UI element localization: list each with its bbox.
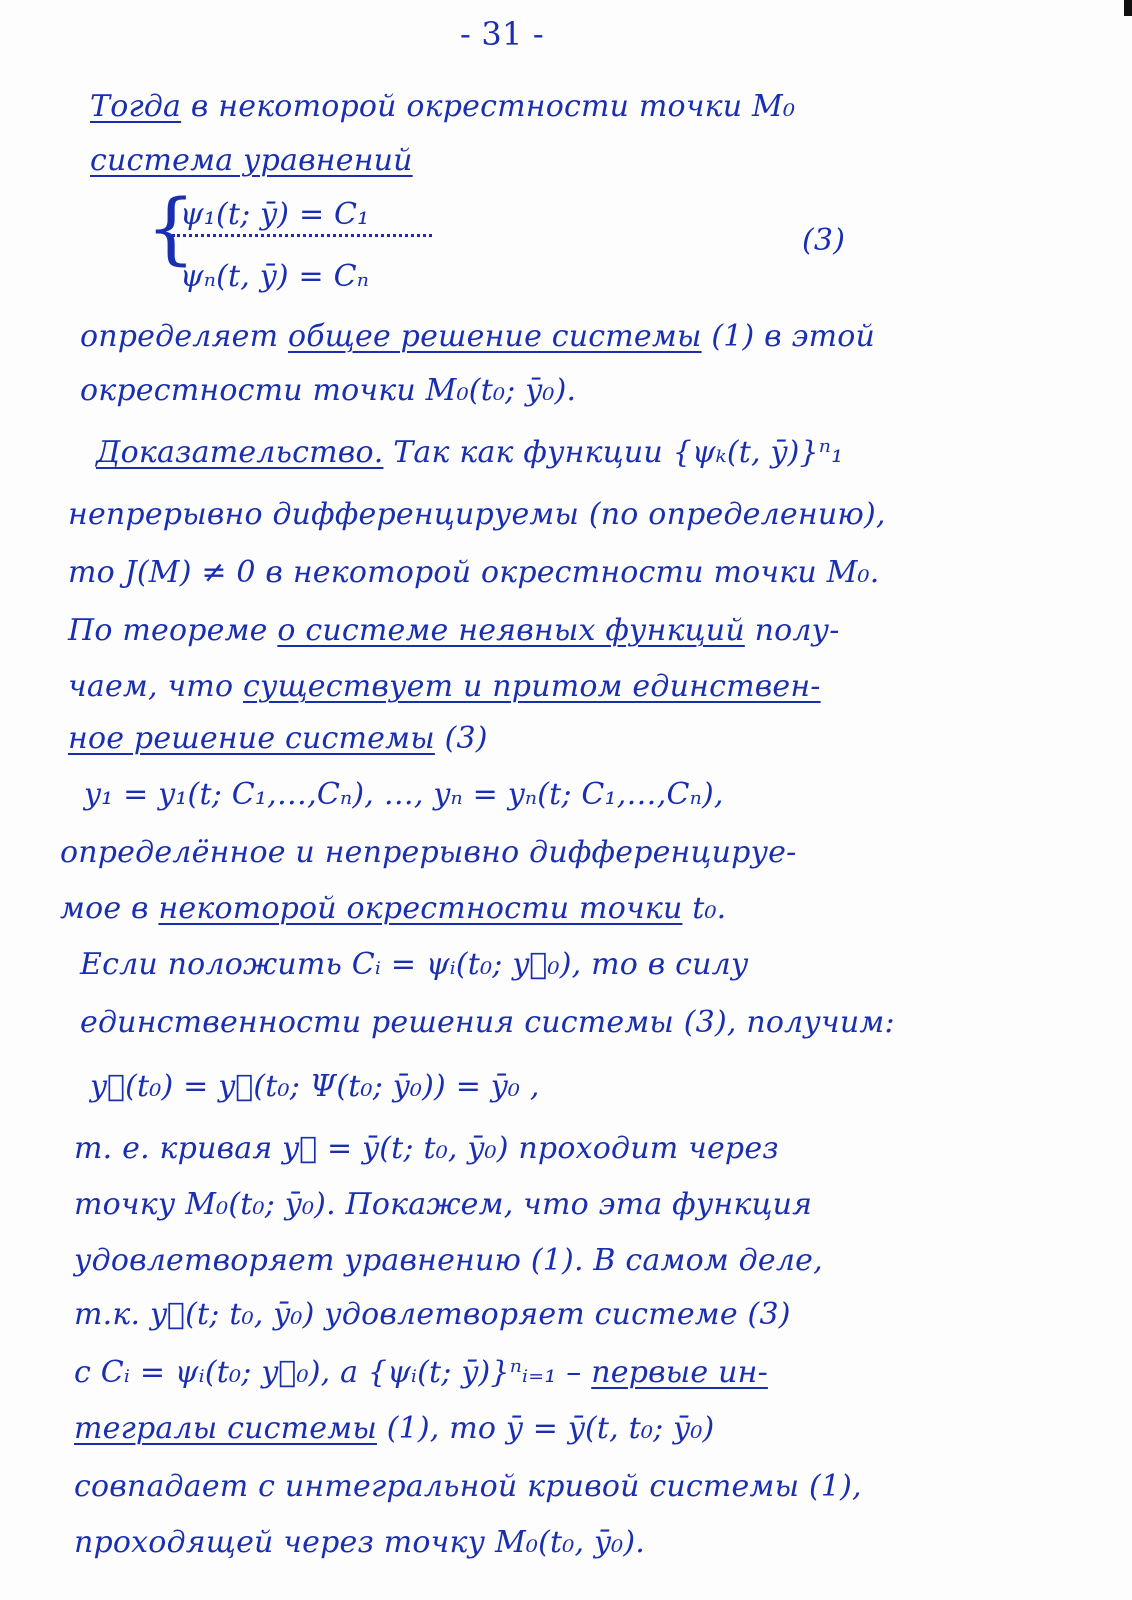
text-integrals-of-system: тегралы системы bbox=[74, 1411, 377, 1446]
text-implicit-functions: о системе неявных функций bbox=[277, 613, 745, 648]
text: (1) в этой bbox=[701, 319, 876, 354]
line-15: единственности решения системы (3), получим: bbox=[80, 1005, 895, 1040]
line-9 bbox=[68, 669, 821, 704]
line-21 bbox=[74, 1355, 768, 1390]
text-proof: Доказательство. bbox=[96, 435, 384, 470]
text: чаем, что bbox=[68, 669, 243, 704]
ellipsis-dots bbox=[172, 234, 432, 237]
curly-brace-icon: { bbox=[146, 184, 196, 274]
line-17: т. е. кривая y⃗ = ȳ(t; t₀, ȳ₀) проходит через bbox=[74, 1131, 779, 1166]
text: t₀. bbox=[682, 891, 727, 926]
line-13 bbox=[60, 891, 727, 926]
text: По теореме bbox=[68, 613, 278, 648]
line-12: определённое и непрерывно дифференцируе- bbox=[60, 835, 797, 870]
line-18: точку M₀(t₀; ȳ₀). Покажем, что эта функция bbox=[74, 1187, 813, 1222]
scan-edge-mark bbox=[1124, 0, 1132, 16]
equation-number: (3) bbox=[802, 223, 846, 258]
text: мое в bbox=[60, 891, 159, 926]
text-general-solution: общее решение системы bbox=[288, 319, 702, 354]
line-11: y₁ = y₁(t; C₁,…,Cₙ), …, yₙ = yₙ(t; C₁,…,Cₙ), bbox=[84, 777, 724, 812]
line-20: т.к. y⃗(t; t₀, ȳ₀) удовлетворяет системе (3) bbox=[74, 1297, 791, 1332]
text: с Cᵢ = ψᵢ(t₀; y⃗₀), а {ψᵢ(t; ȳ)}ⁿᵢ₌₁ – bbox=[74, 1355, 592, 1390]
equation-n: ψₙ(t, ȳ) = Cₙ bbox=[180, 259, 370, 294]
text-first-integrals: первые ин- bbox=[591, 1355, 768, 1390]
line-7: то J(M) ≠ 0 в некоторой окрестности точки M₀. bbox=[68, 555, 880, 590]
text-system-of-equations: система уравнений bbox=[90, 143, 413, 178]
text: Так как функции {ψₖ(t, ȳ)}ⁿ₁ bbox=[383, 435, 844, 470]
line-3 bbox=[80, 319, 876, 354]
text: определяет bbox=[80, 319, 289, 354]
text: (1), то ȳ = ȳ(t, t₀; ȳ₀) bbox=[376, 1411, 715, 1446]
text: (3) bbox=[434, 721, 488, 756]
text-tогда: Тогда bbox=[90, 89, 182, 124]
line-19: удовлетворяет уравнению (1). В самом деле, bbox=[74, 1243, 823, 1278]
line-10 bbox=[68, 721, 488, 756]
line-8 bbox=[68, 613, 840, 648]
text-neighborhood-t0: некоторой окрестности точки bbox=[158, 891, 683, 926]
line-16: y⃗(t₀) = y⃗(t₀; Ψ(t₀; ȳ₀)) = ȳ₀ , bbox=[90, 1069, 540, 1104]
line-22 bbox=[74, 1411, 715, 1446]
line-14: Если положить Cᵢ = ψᵢ(t₀; y⃗₀), то в силу bbox=[80, 947, 749, 982]
text-exists-unique: существует и притом единствен- bbox=[242, 669, 821, 704]
text-solution-of-system: ное решение системы bbox=[68, 721, 435, 756]
page-number: - 31 - bbox=[460, 15, 544, 53]
line-4: окрестности точки M₀(t₀; ȳ₀). bbox=[80, 373, 577, 408]
text: полу- bbox=[744, 613, 840, 648]
line-2 bbox=[90, 143, 413, 178]
line-24: проходящей через точку M₀(t₀, ȳ₀). bbox=[74, 1525, 645, 1560]
line-6: непрерывно дифференцируемы (по определению), bbox=[68, 497, 886, 532]
text: в некоторой окрестности точки M₀ bbox=[181, 89, 796, 124]
equation-1: ψ₁(t; ȳ) = C₁ bbox=[180, 197, 370, 232]
line-23: совпадает с интегральной кривой системы (1), bbox=[74, 1469, 862, 1504]
line-5 bbox=[96, 435, 844, 470]
line-1 bbox=[90, 89, 796, 124]
